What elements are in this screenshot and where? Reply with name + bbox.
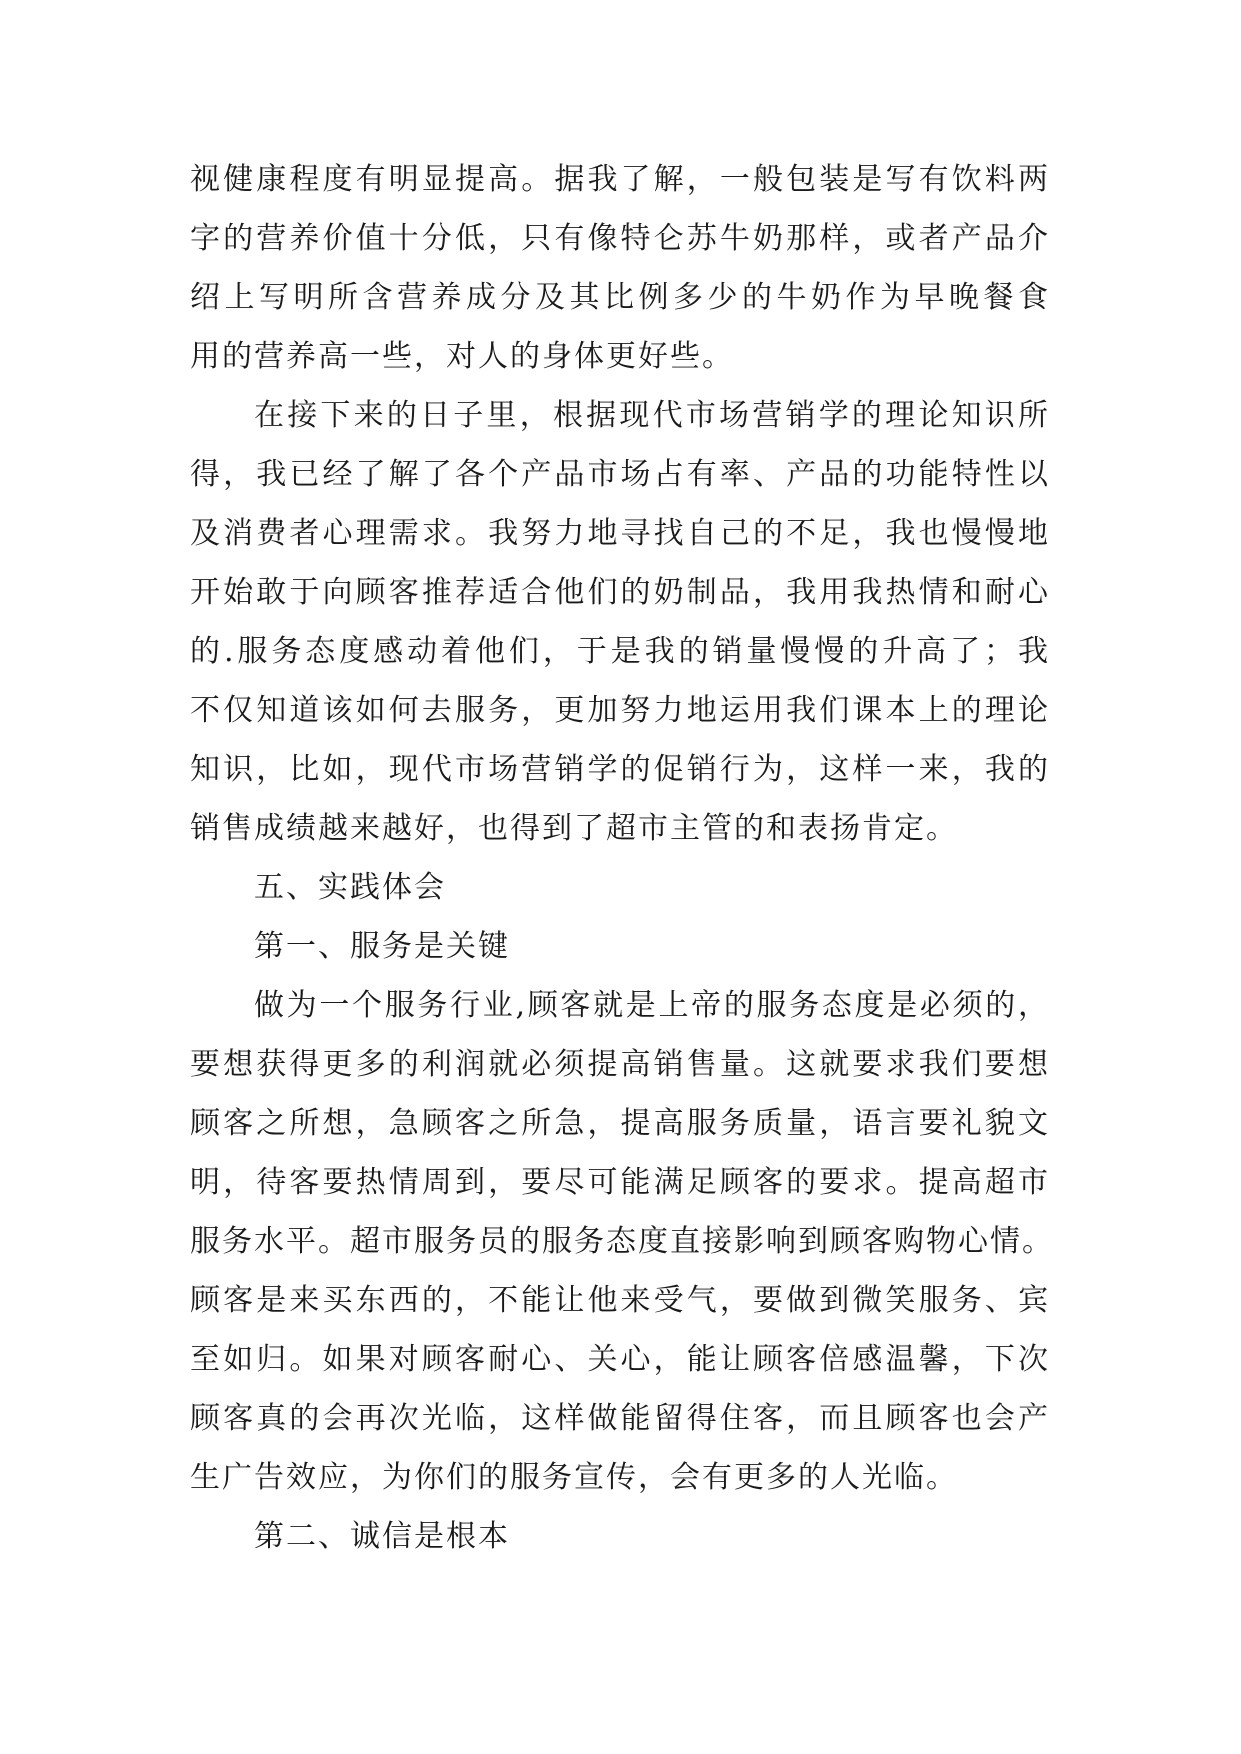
text-line: 开始敢于向顾客推荐适合他们的奶制品，我用我热情和耐心 xyxy=(190,575,1050,610)
text-line: 生广告效应，为你们的服务宣传，会有更多的人光临。 xyxy=(190,1460,958,1495)
section-heading xyxy=(190,858,1050,917)
heading-text: 第二、诚信是根本 xyxy=(254,1519,510,1554)
text-line: 知识，比如，现代市场营销学的促销行为，这样一来，我的 xyxy=(190,752,1050,787)
text-line: 及消费者心理需求。我努力地寻找自己的不足，我也慢慢地 xyxy=(190,516,1050,551)
text-line: 不仅知道该如何去服务，更加努力地运用我们课本上的理论 xyxy=(190,693,1050,728)
heading-text: 第一、服务是关键 xyxy=(254,929,510,964)
text-line: 至如归。如果对顾客耐心、关心，能让顾客倍感温馨，下次 xyxy=(190,1342,1050,1377)
heading-text: 五、实践体会 xyxy=(254,870,446,905)
text-line: 的.服务态度感动着他们，于是我的销量慢慢的升高了；我 xyxy=(190,634,1050,669)
text-line: 要想获得更多的利润就必须提高销售量。这就要求我们要想 xyxy=(190,1047,1050,1082)
text-line: 视健康程度有明显提高。据我了解，一般包装是写有饮料两 xyxy=(190,162,1050,197)
document-body xyxy=(190,150,1054,1566)
text-line: 字的营养价值十分低，只有像特仑苏牛奶那样，或者产品介 xyxy=(190,221,1050,256)
text-line: 明，待客要热情周到，要尽可能满足顾客的要求。提高超市 xyxy=(190,1165,1050,1200)
text-line: 顾客之所想，急顾客之所急，提高服务质量，语言要礼貌文 xyxy=(190,1106,1050,1141)
text-line: 服务水平。超市服务员的服务态度直接影响到顾客购物心情。 xyxy=(190,1224,1054,1259)
text-line: 在接下来的日子里，根据现代市场营销学的理论知识所 xyxy=(254,398,1050,433)
paragraph-sales-progress xyxy=(190,386,1050,858)
text-line: 用的营养高一些，对人的身体更好些。 xyxy=(190,339,734,374)
text-line: 顾客是来买东西的，不能让他来受气，要做到微笑服务、宾 xyxy=(190,1283,1050,1318)
subsection-heading-integrity xyxy=(190,1507,1050,1566)
text-line: 做为一个服务行业,顾客就是上帝的服务态度是必须的， xyxy=(254,988,1050,1023)
text-line: 销售成绩越来越好，也得到了超市主管的和表扬肯定。 xyxy=(190,811,958,846)
paragraph-product-nutrition xyxy=(190,150,1050,386)
text-line: 顾客真的会再次光临，这样做能留得住客，而且顾客也会产 xyxy=(190,1401,1050,1436)
text-line: 得，我已经了解了各个产品市场占有率、产品的功能特性以 xyxy=(190,457,1050,492)
paragraph-service-key xyxy=(190,976,1054,1507)
text-line: 绍上写明所含营养成分及其比例多少的牛奶作为早晚餐食 xyxy=(190,280,1050,315)
subsection-heading-service xyxy=(190,917,1050,976)
